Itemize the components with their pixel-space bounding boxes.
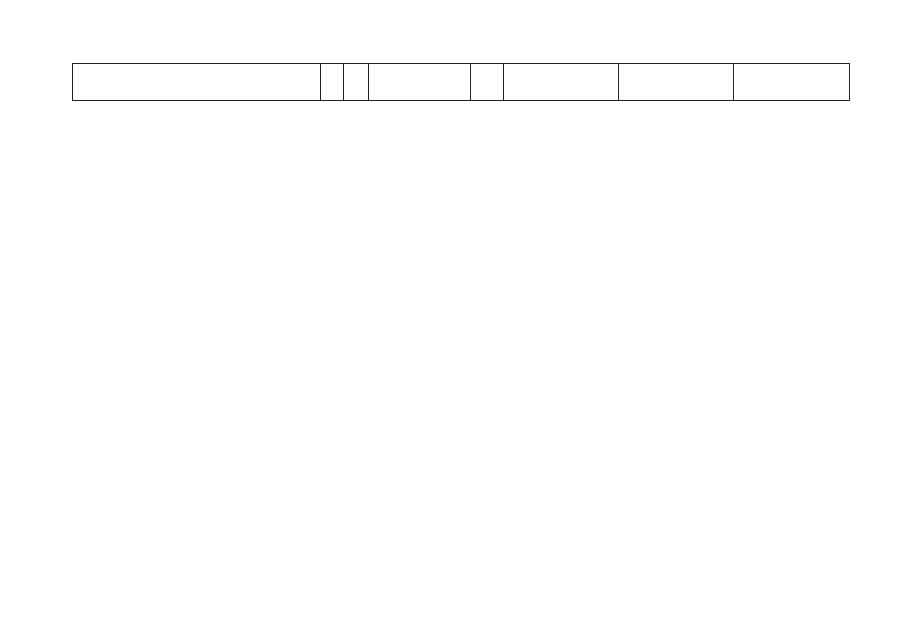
header-csr	[369, 64, 471, 101]
header-pr	[344, 64, 369, 101]
header-2024	[504, 64, 619, 101]
header-2025	[619, 64, 734, 101]
header-name	[73, 64, 321, 101]
table-header	[72, 63, 850, 101]
header-vr	[471, 64, 504, 101]
header-rz	[321, 64, 344, 101]
header-2026	[734, 64, 850, 101]
header-row	[73, 64, 850, 101]
